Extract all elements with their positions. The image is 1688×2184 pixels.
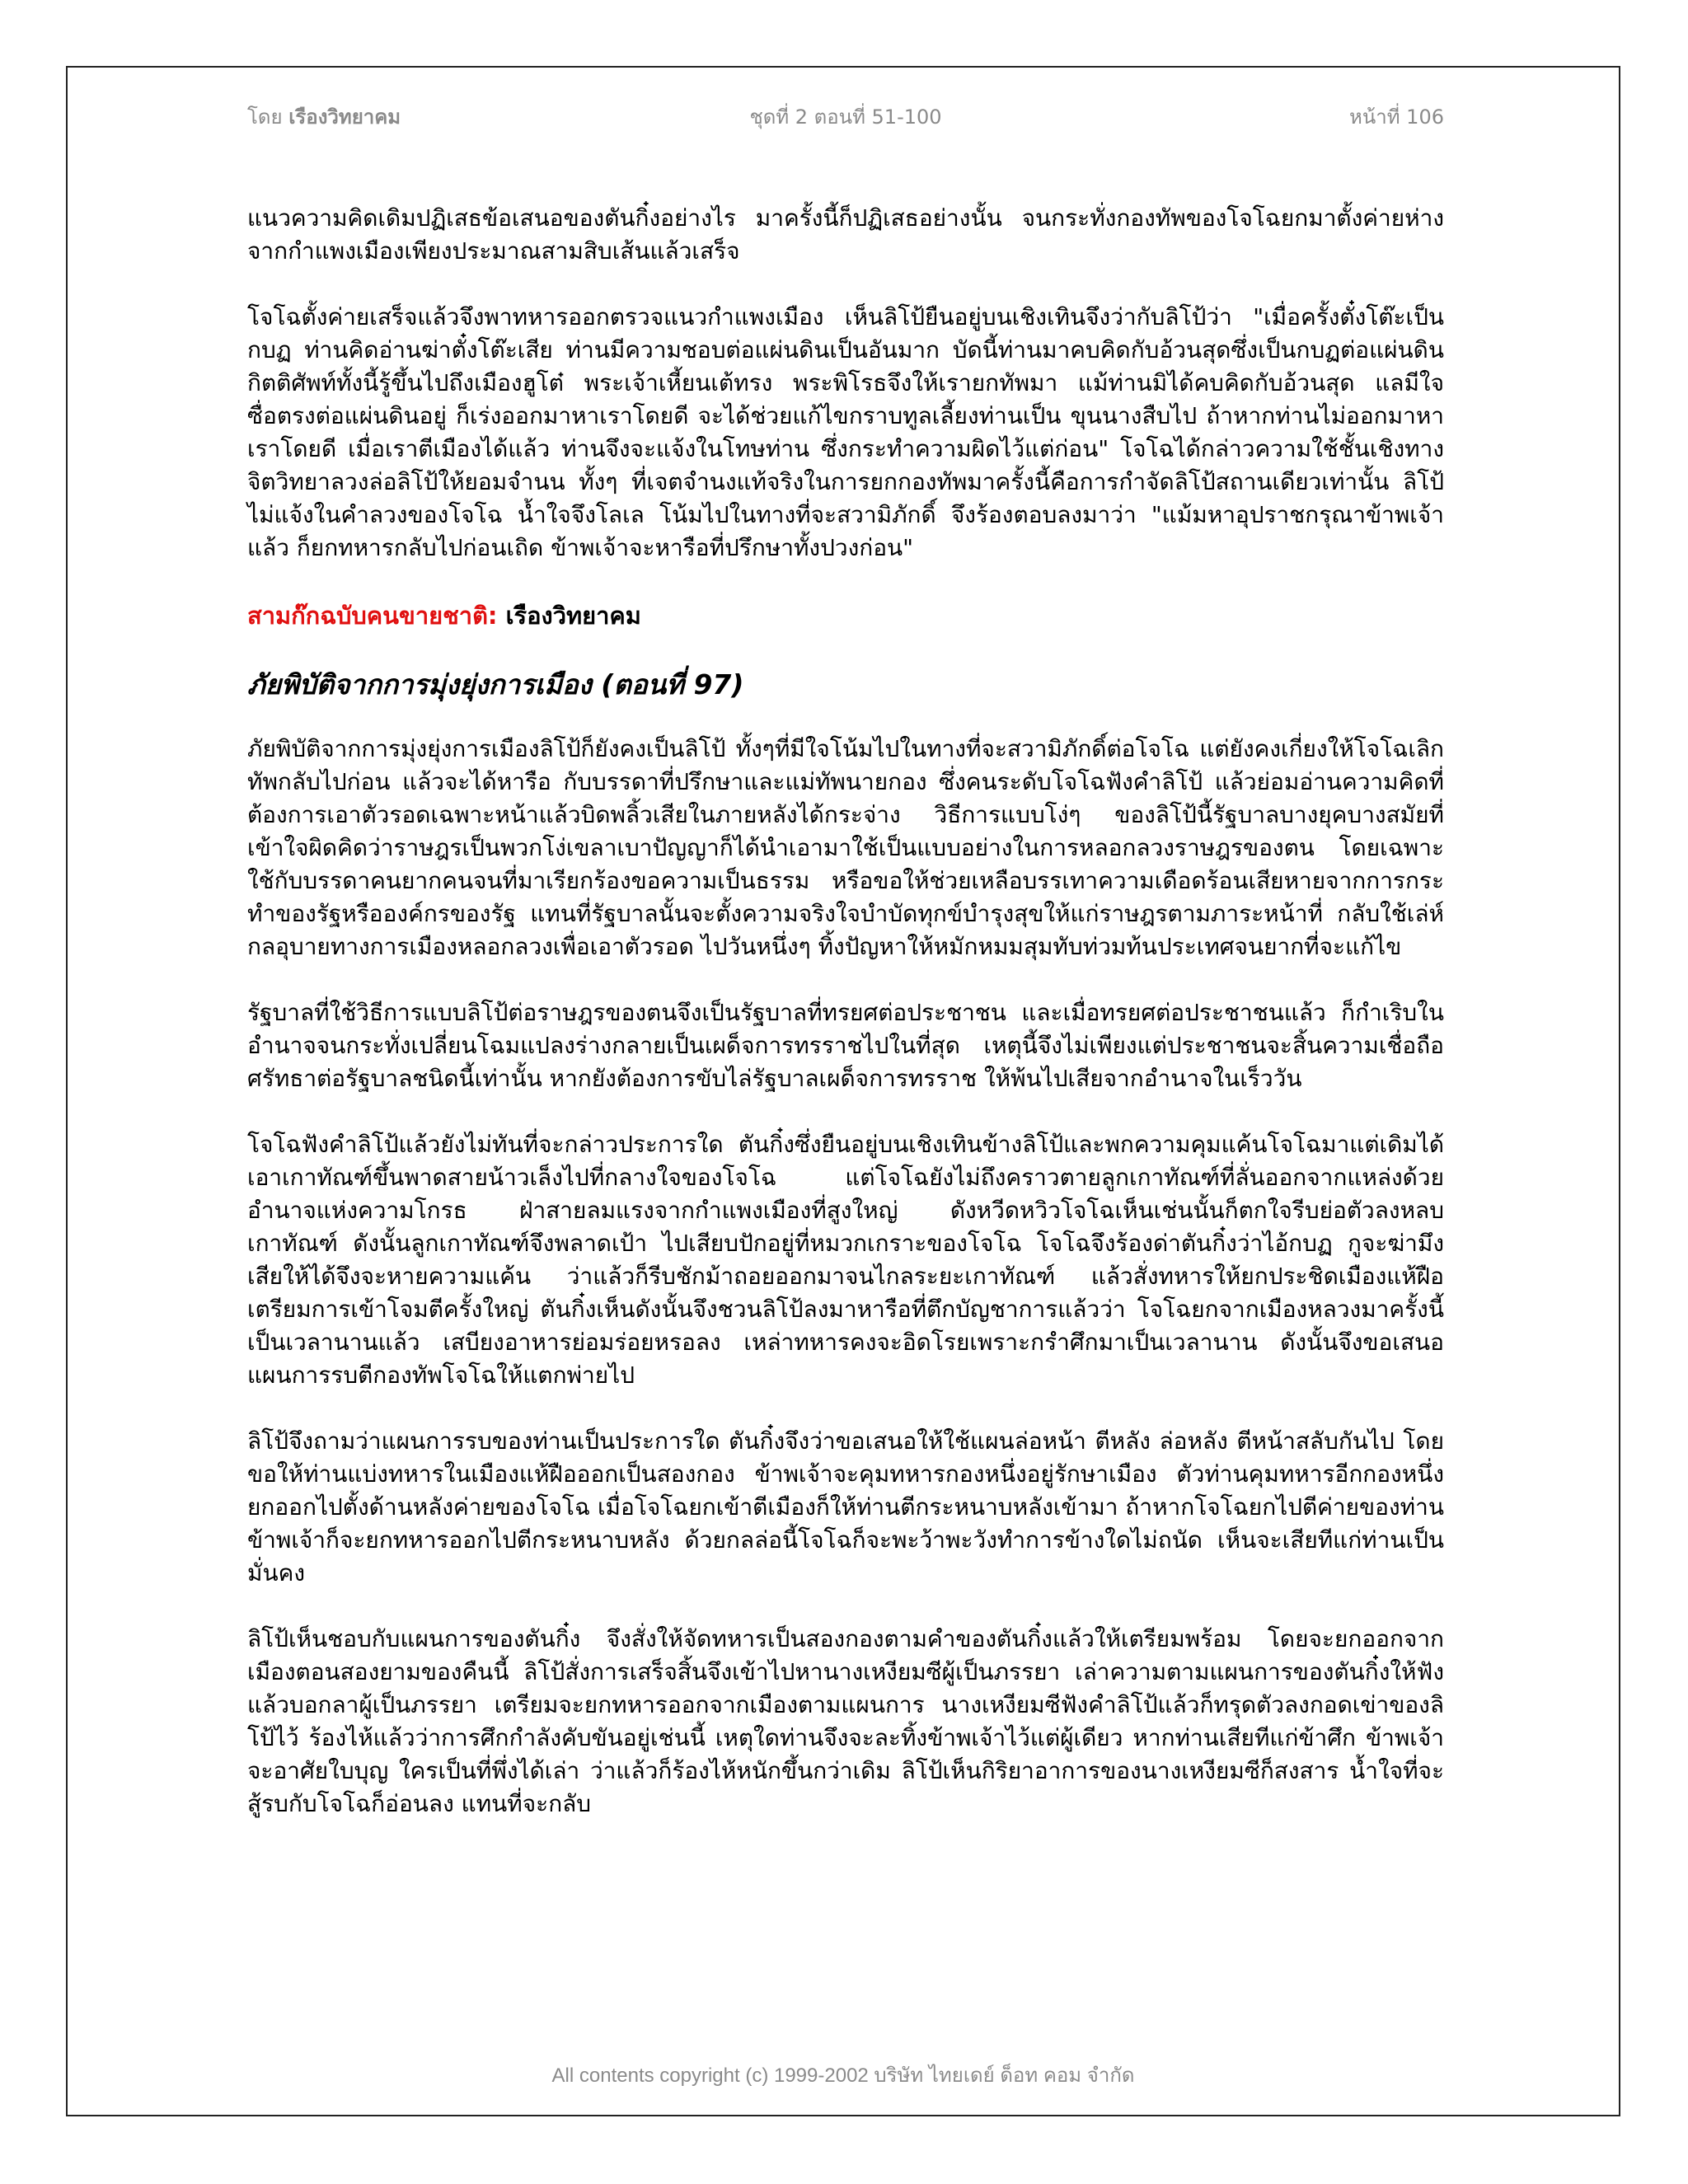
paragraph: ภัยพิบัติจากการมุ่งยุ่งการเมืองลิโป้ก็ยังคงเป็นลิโป้ ทั้งๆที่มีใจโน้มไปในทางที่จะสวามิภักดิ์ต่อโจโฉ แต่ยังคงเกี่ยงให้โจโฉเลิกทัพกลับไปก่อน แล้วจะได้หารือ กับบรรดาที่ปรึกษาและแม่ทัพนายกอง ซึ่งคนระดับโจโฉฟังคำลิโป้ แล้วย่อมอ่านความคิดที่ต้องการเอาตัวรอดเฉพาะหน้าแล้วบิดพลิ้วเสียในภายหลังได้กระจ่าง วิธีการแบบโง่ๆ ของลิโป้นี้รัฐบาลบางยุคบางสมัยที่เข้าใจผิดคิดว่าราษฎรเป็นพวกโง่เขลาเบาปัญญาก็ได้นำเอามาใช้เป็นแบบอย่างในการหลอกลวงราษฎรของตน โดยเฉพาะใช้กับบรรดาคนยากคนจนที่มาเรียกร้องขอความเป็นธรรม หรือขอให้ช่วยเหลือบรรเทาความเดือดร้อนเสียหายจากการกระทำของรัฐหรือองค์กรของรัฐ แทนที่รัฐบาลนั้นจะตั้งความจริงใจบำบัดทุกข์บำรุงสุขให้แก่ราษฎรตามภาระหน้าที่ กลับใช้เล่ห์กลอุบายทางการเมืองหลอกลวงเพื่อเอาตัวรอด ไปวันหนึ่งๆ ทิ้งปัญหาให้หมักหมมสุมทับท่วมท้นประเทศจนยากที่จะแก้ไข [247, 735, 1444, 960]
paragraph: ลิโป้เห็นชอบกับแผนการของตันกิ๋ง จึงสั่งให้จัดทหารเป็นสองกองตามคำของตันกิ๋งแล้วให้เตรียมพร้อม โดยจะยกออกจากเมืองตอนสองยามของคืนนี้ ลิโป้สั่งการเสร็จสิ้นจึงเข้าไปหานางเหงียมซีผู้เป็นภรรยา เล่าความตามแผนการของตันกิ๋งให้ฟังแล้วบอกลาผู้เป็นภรรยา เตรียมจะยกทหารออกจากเมืองตามแผนการ นางเหงียมซีฟังคำลิโป้แล้วก็ทรุดตัวลงกอดเข่าของลิโป้ไว้ ร้องไห้แล้วว่าการศึกกำลังคับขันอยู่เช่นนี้ เหตุใดท่านจึงจะละทิ้งข้าพเจ้าไว้แต่ผู้เดียว หากท่านเสียทีแก่ข้าศึก ข้าพเจ้าจะอาศัยใบบุญ ใครเป็นที่พึ่งได้เล่า ว่าแล้วก็ร้องไห้หนักขึ้นกว่าเดิม ลิโป้เห็นกิริยาอาการของนางเหงียมซีก็สงสาร น้ำใจที่จะสู้รบกับโจโฉก็อ่อนลง แทนที่จะกลับ [247, 1625, 1444, 1817]
paragraph: แนวความคิดเดิมปฏิเสธข้อเสนอของตันกิ๋งอย่างไร มาครั้งนี้ก็ปฏิเสธอย่างนั้น จนกระทั่งกองทัพของโจโฉยกมาตั้งค่ายห่างจากกำแพงเมืองเพียงประมาณสามสิบเส้นแล้วเสร็จ [247, 204, 1444, 265]
header-series: ชุดที่ 2 ตอนที่ 51-100 [749, 105, 942, 129]
author-prefix: โดย [247, 105, 283, 129]
page-header [247, 101, 1444, 129]
episode-title: ภัยพิบัติจากการมุ่งยุ่งการเมือง (ตอนที่ 97) [247, 668, 744, 701]
column-author: เรืองวิทยาคม [505, 602, 641, 630]
header-page-number: หน้าที่ 106 [1349, 105, 1444, 129]
copyright-footer: All contents copyright (c) 1999-2002 บริษัท ไทยเดย์ ด็อท คอม จำกัด [551, 2064, 1135, 2087]
document-body [247, 202, 1444, 1854]
column-title: สามก๊กฉบับคนขายชาติ: [247, 602, 498, 630]
author-name: เรืองวิทยาคม [288, 105, 401, 129]
paragraph: โจโฉฟังคำลิโป้แล้วยังไม่ทันที่จะกล่าวประการใด ตันกิ๋งซึ่งยืนอยู่บนเชิงเทินข้างลิโป้และพกความคุมแค้นโจโฉมาแต่เดิมได้เอาเกาทัณฑ์ขึ้นพาดสายน้าวเล็งไปที่กลางใจของโจโฉ แต่โจโฉยังไม่ถึงคราวตายลูกเกาทัณฑ์ที่ลั่นออกจากแหล่งด้วยอำนาจแห่งความโกรธ ฝ่าสายลมแรงจากกำแพงเมืองที่สูงใหญ่ ดังหวีดหวิวโจโฉเห็นเช่นนั้นก็ตกใจรีบย่อตัวลงหลบเกาทัณฑ์ ดังนั้นลูกเกาทัณฑ์จึงพลาดเป้า ไปเสียบปักอยู่ที่หมวกเกราะของโจโฉ โจโฉจึงร้องด่าตันกิ๋งว่าไอ้กบฏ กูจะฆ่ามึงเสียให้ได้จึงจะหายความแค้น ว่าแล้วก็รีบชักม้าถอยออกมาจนไกลระยะเกาทัณฑ์ แล้วสั่งทหารให้ยกประชิดเมืองแห้ฝือ เตรียมการเข้าโจมตีครั้งใหญ่ ตันกิ๋งเห็นดังนั้นจึงชวนลิโป้ลงมาหารือที่ตึกบัญชาการแล้วว่า โจโฉยกจากเมืองหลวงมาครั้งนี้เป็นเวลานานแล้ว เสบียงอาหารย่อมร่อยหรอลง เหล่าทหารคงจะอิดโรยเพราะกรำศึกมาเป็นเวลานาน ดังนั้นจึงขอเสนอแผนการรบตีกองทัพโจโฉให้แตกพ่ายไป [247, 1131, 1444, 1389]
paragraph: รัฐบาลที่ใช้วิธีการแบบลิโป้ต่อราษฎรของตนจึงเป็นรัฐบาลที่ทรยศต่อประชาชน และเมื่อทรยศต่อประชาชนแล้ว ก็กำเริบในอำนาจจนกระทั่งเปลี่ยนโฉมแปลงร่างกลายเป็นเผด็จการทรราชไปในที่สุด เหตุนี้จึงไม่เพียงแต่ประชาชนจะสิ้นความเชื่อถือศรัทธาต่อรัฐบาลชนิดนี้เท่านั้น หากยังต้องการขับไล่รัฐบาลเผด็จการทรราช ให้พ้นไปเสียจากอำนาจในเร็ววัน [247, 999, 1444, 1092]
paragraph: โจโฉตั้งค่ายเสร็จแล้วจึงพาทหารออกตรวจแนวกำแพงเมือง เห็นลิโป้ยืนอยู่บนเชิงเทินจึงว่ากับลิโป้ว่า "เมื่อครั้งตั๋งโต๊ะเป็นกบฏ ท่านคิดอ่านฆ่าตั๋งโต๊ะเสีย ท่านมีความชอบต่อแผ่นดินเป็นอันมาก บัดนี้ท่านมาคบคิดกับอ้วนสุดซึ่งเป็นกบฏต่อแผ่นดิน กิตติศัพท์ทั้งนี้รู้ขึ้นไปถึงเมืองฮูโต๋ พระเจ้าเหี้ยนเต้ทรง พระพิโรธจึงให้เรายกทัพมา แม้ท่านมิได้คบคิดกับอ้วนสุด แลมีใจซื่อตรงต่อแผ่นดินอยู่ ก็เร่งออกมาหาเราโดยดี จะได้ช่วยแก้ไขกราบทูลเลี้ยงท่านเป็น ขุนนางสืบไป ถ้าหากท่านไม่ออกมาหาเราโดยดี เมื่อเราตีเมืองได้แล้ว ท่านจึงจะแจ้งในโทษท่าน ซึ่งกระทำความผิดไว้แต่ก่อน" โจโฉได้กล่าวความใช้ชั้นเชิงทางจิตวิทยาลวงล่อลิโป้ให้ยอมจำนน ทั้งๆ ที่เจตจำนงแท้จริงในการยกกองทัพมาครั้งนี้คือการกำจัดลิโป้สถานเดียวเท่านั้น ลิโป้ไม่แจ้งในคำลวงของโจโฉ น้ำใจจึงโลเล โน้มไปในทางที่จะสวามิภักดิ์ จึงร้องตอบลงมาว่า "แม้มหาอุปราชกรุณาข้าพเจ้าแล้ว ก็ยกทหารกลับไปก่อนเถิด ข้าพเจ้าจะหารือที่ปรึกษาทั้งปวงก่อน" [247, 303, 1444, 561]
section-title [247, 598, 1444, 634]
paragraph: ลิโป้จึงถามว่าแผนการรบของท่านเป็นประการใด ตันกิ๋งจึงว่าขอเสนอให้ใช้แผนล่อหน้า ตีหลัง ล่อหลัง ตีหน้าสลับกันไป โดยขอให้ท่านแบ่งทหารในเมืองแห้ฝือออกเป็นสองกอง ข้าพเจ้าจะคุมทหารกองหนึ่งอยู่รักษาเมือง ตัวท่านคุมทหารอีกกองหนึ่งยกออกไปตั้งด้านหลังค่ายของโจโฉ เมื่อโจโฉยกเข้าตีเมืองก็ให้ท่านตีกระหนาบหลังเข้ามา ถ้าหากโจโฉยกไปตีค่ายของท่าน ข้าพเจ้าก็จะยกทหารออกไปตีกระหนาบหลัง ด้วยกลล่อนี้โจโฉก็จะพะว้าพะวังทำการข้างใดไม่ถนัด เห็นจะเสียทีแก่ท่านเป็นมั่นคง [247, 1427, 1444, 1586]
